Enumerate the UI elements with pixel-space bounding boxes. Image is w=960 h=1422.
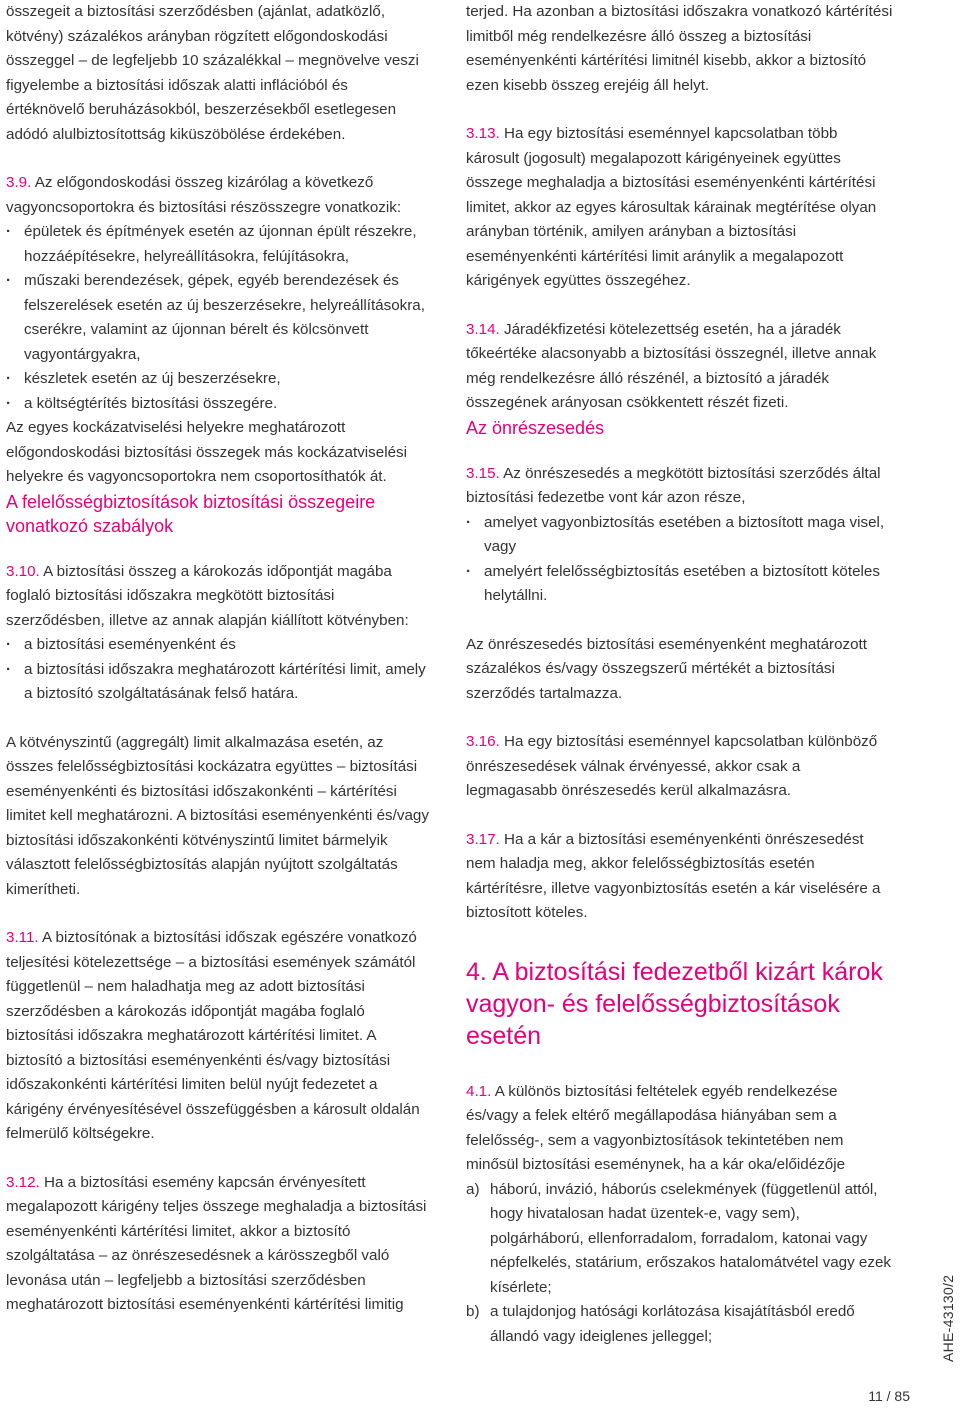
list-item: · épületek és építmények esetén az újonnan épült részekre, hozzáépítésekre, helyreállításokra, felújításokra, [6,220,430,269]
list-marker: b) [466,1303,480,1320]
right-column [466,0,894,1349]
section-3-9-after: Az egyes kockázatviselési helyekre meghatározott előgondoskodási biztosítási összegek más kockázatviselési helyekre és vagyoncsoportokra nem csoportosíthatók át. [6,419,407,485]
section-number: 4.1. [466,1082,492,1100]
list-item: · amelyért felelősségbiztosítás esetében a biztosított köteles helytállni. [466,560,894,609]
section-3-10-para2: A kötvényszintű (aggregált) limit alkalmazása esetén, az összes felelősségbiztosítási kockázatra együttes – biztosítási eseményenkénti és biztosítási időszakonkénti – kártérítési limitet kell meghatározni. A biztosítási eseményenkénti és/vagy biztosítási időszakonkénti kötvényszintű limitet bármelyik választott felelősségbiztosítás alapján nyújtott szolgáltatás kimerítheti. [6,733,429,898]
section-text: Ha a kár a biztosítási eseményenkénti önrészesedést nem haladja meg, akkor felelősségbiztosítás esetén kártérítésre, illetve vagyonbiztosítás esetén a kár viselésére a biztosított köteles. [466,830,881,921]
section-text: Az előgondoskodási összeg kizárólag a következő vagyoncsoportokra és biztosítási részösszegre vonatkozik: [6,174,402,216]
list-item-text: a tulajdonjog hatósági korlátozása kisajátításból eredő állandó vagy ideiglenes jelleggel; [490,1303,855,1345]
section-text: Ha egy biztosítási eseménnyel kapcsolatban különböző önrészesedések válnak érvényessé, akkor csak a legmagasabb önrészesedés kerül alkalmazásra. [466,733,878,799]
section-text: A biztosítónak a biztosítási időszak egészére vonatkozó teljesítési kötelezettsége – a biztosítási események számától függetlenül – nem haladhatja meg az adott biztosítási szerződésben a károkozás időpontját magába foglaló biztosítási időszakra meghatározott kártérítési limitet. A biztosító a biztosítási eseményenkénti és/vagy biztosítási időszakonkénti kártérítési limiten belül nyújt fedezetet a kárigény érvényesítésével összefüggésben a károsult oldalán felmerülő költségekre. [6,929,420,1142]
list-item: · a költségtérítés biztosítási összegére. [6,392,430,417]
list-item: · műszaki berendezések, gépek, egyéb berendezések és felszerelések esetén az új beszerzésekre, helyreállításokra, cserékre, valamint az újonnan bérelt és kölcsönvett vagyontárgyakra, [6,269,430,367]
section-3-12 [6,1171,430,1318]
section-text: A különös biztosítási feltételek egyéb rendelkezése és/vagy a felek eltérő megállapodása hiányában sem a felelősség-, sem a vagyonbiztosítások tekintetében nem minősül biztosítási eseménynek, ha a kár oka/előidézője [466,1082,846,1173]
chapter-4-title: 4. A biztosítási fedezetből kizárt károk vagyon- és felelősségbiztosítások esetén [466,957,883,1050]
heading-onreszesedes: Az önrészesedés [466,417,605,438]
section-text: Ha egy biztosítási eseménnyel kapcsolatban több károsult (jogosult) megalapozott kárigényeinek együttes összege meghaladja a biztosítási eseményenkénti kártérítési limitet, akkor az egyes károsultak kárainak megtérítése olyan arányban történik, amilyen arányban a biztosítási eseményenkénti kártérítési limit aránylik a megalapozott kárigények együttes összegéhez. [466,125,877,289]
section-text: Ha a biztosítási esemény kapcsán érvényesített megalapozott kárigény teljes összege meghaladja a biztosítási eseményenkénti kártérítési limitet, akkor a biztosító szolgáltatása – az önrészesedésnek a kárösszegből való levonása után – legfeljebb a biztosítási szerződésben meghatározott biztosítási eseményenkénti kártérítési limitig [6,1173,427,1313]
list-item [466,1300,894,1349]
continued-paragraph: terjed. Ha azonban a biztosítási időszakra vonatkozó kártérítési limitből még rendelkezésre álló összeg a biztosítási eseményenkénti kártérítési limitnél kisebb, akkor a biztosító ezen kisebb összeg erejéig áll helyt. [466,3,893,94]
intro-paragraph: összegeit a biztosítási szerződésben (ajánlat, adatközlő, kötvény) százalékos arányban rögzített előgondoskodási összeggel – de legfeljebb 10 százalékkal – megnövelve veszi figyelembe a biztosítási időszak alatti inflációból és értéknövelő beruházásokból, beszerzésekből esetlegesen adódó alulbiztosítottság kiküszöbölése érdekében. [6,3,419,143]
list-item: · a biztosítási eseményenként és [6,633,430,658]
heading-liability-sums: A felelősségbiztosítások biztosítási összegeire vonatkozó szabályok [6,491,376,536]
bullet-list-3-10 [6,633,430,707]
section-text: Járadékfizetési kötelezettség esetén, ha a járadék tőkeértéke alacsonyabb a biztosítási összegnél, illetve annak még rendelkezésre álló részénél, a biztosító a járadék összegének arányosan csökkentett részét fizeti. [466,320,877,411]
section-number: 3.11. [6,929,39,946]
section-3-13 [466,122,894,294]
document-code: AHE-43130/2 [940,1274,956,1362]
page-number: 11 / 85 [868,1388,910,1404]
section-number: 3.12. [6,1173,40,1191]
list-item: · a biztosítási időszakra meghatározott kártérítési limit, amely a biztosító szolgáltatásának felső határa. [6,658,430,707]
section-3-16 [466,730,894,804]
bullet-list-3-15 [466,511,894,609]
section-number: 3.9. [6,174,32,191]
section-3-14 [466,318,894,416]
list-item-text: háború, invázió, háborús cselekmények (függetlenül attól, hogy hivatalosan hadat üzentek-e, vagy sem), polgárháború, ellenforradalom, forradalom, katonai vagy népfelkelés, statárium, erőszakos hatalomátvétel vagy ezek kísérlete; [490,1180,891,1296]
section-3-15 [466,462,894,511]
section-3-17 [466,828,894,926]
section-3-9 [6,171,430,220]
section-4-1 [466,1080,894,1178]
bullet-list-3-9 [6,220,430,416]
section-number: 3.14. [466,320,500,338]
section-3-15-para2: Az önrészesedés biztosítási eseményenként meghatározott százalékos és/vagy összegszerű mértékét a biztosítási szerződés tartalmazza. [466,635,868,702]
section-number: 3.10. [6,562,40,580]
alpha-list-4-1 [466,1178,894,1350]
list-item: · amelyet vagyonbiztosítás esetében a biztosított maga visel, vagy [466,511,894,560]
section-number: 3.17. [466,830,500,848]
section-text: Az önrészesedés a megkötött biztosítási szerződés által biztosítási fedezetbe vont kár azon része, [466,464,881,506]
left-column [6,0,430,1318]
section-text: A biztosítási összeg a károkozás időpontját magába foglaló biztosítási időszakra megkötött biztosítási szerződésben, illetve az annak alapján kiállított kötvényben: [6,562,409,629]
section-3-11 [6,926,430,1147]
section-number: 3.13. [466,125,500,142]
section-number: 3.16. [466,733,500,750]
section-3-10 [6,560,430,634]
list-marker: a) [466,1180,480,1198]
section-number: 3.15. [466,464,500,482]
list-item [466,1178,894,1301]
list-item: · készletek esetén az új beszerzésekre, [6,367,430,392]
